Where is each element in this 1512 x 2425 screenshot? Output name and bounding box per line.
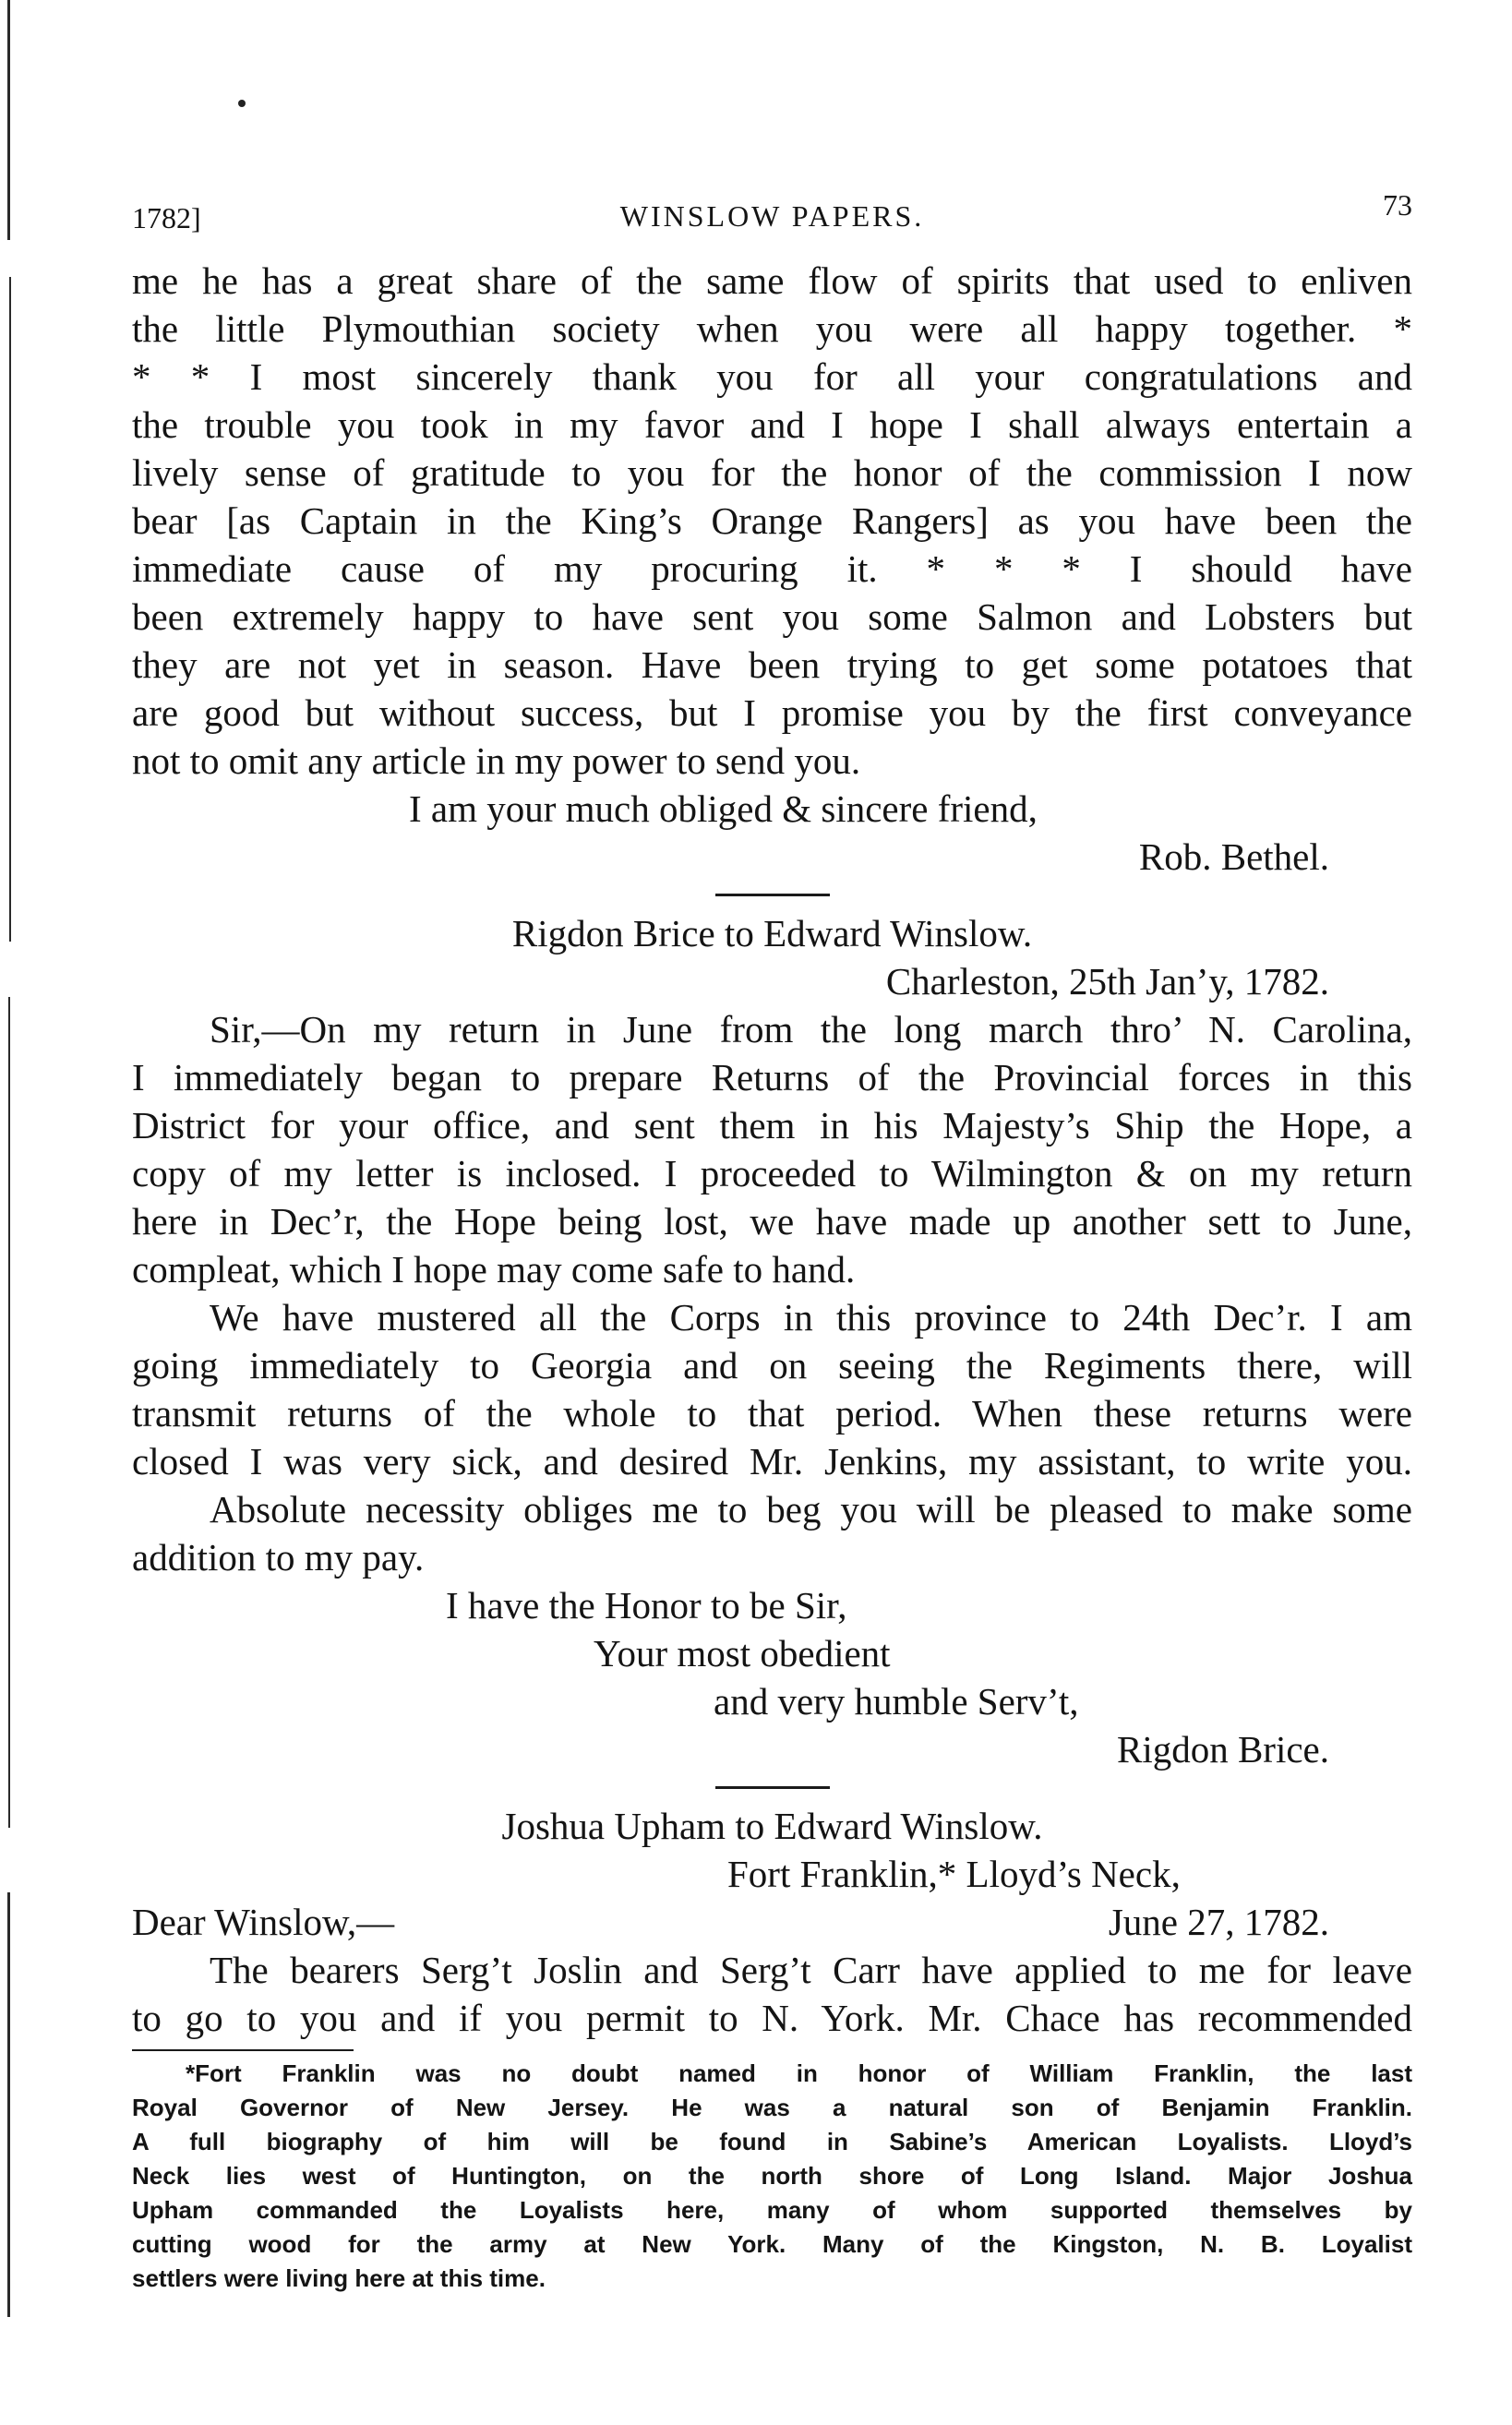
closing-line: Your most obedient [594,1632,891,1675]
footnote [132,2057,1412,2296]
text-line: the trouble you took in my favor and I hope I shall always entertain a [132,403,1412,446]
text-line: me he has a great share of the same flow of spirits that used to enliven [132,259,1412,302]
text-line: compleat, which I hope may come safe to hand. [132,1248,856,1291]
text-line: Absolute necessity obliges me to beg you will be pleased to make some [210,1488,1412,1531]
binding-edge-mark [9,277,11,942]
text-line: they are not yet in season. Have been trying to get some potatoes that [132,643,1412,686]
dateline: Fort Franklin,* Lloyd’s Neck, [727,1853,1181,1895]
footnote-line: Upham commanded the Loyalists here, many of whom supported themselves by [132,2196,1412,2224]
section-divider [715,894,830,896]
salutation: Dear Winslow,— [132,1901,395,1943]
salutation-row [132,1898,1412,1946]
text-line: bear [as Captain in the King’s Orange Rangers] as you have been the [132,499,1412,542]
page-number: 73 [1383,188,1412,222]
text-line: closed I was very sick, and desired Mr. Jenkins, my assistant, to write you. [132,1440,1412,1483]
letter-heading: Rigdon Brice to Edward Winslow. [511,912,1033,954]
header-title: WINSLOW PAPERS. [619,199,925,233]
binding-edge-mark [7,1892,10,2317]
letter-brice [132,909,1412,1773]
text-line: Sir,—On my return in June from the long march thro’ N. Carolina, [210,1008,1412,1050]
text-line: been extremely happy to have sent you some Salmon and Lobsters but [132,595,1412,638]
signature: Rob. Bethel. [1138,835,1329,878]
closing-line: I am your much obliged & sincere friend, [409,787,1038,830]
text-line: * * I most sincerely thank you for all your congratulations and [132,355,1412,398]
closing-line: I have the Honor to be Sir, [446,1584,847,1627]
text-line: going immediately to Georgia and on seeing the Regiments there, will [132,1344,1412,1387]
scan-speck [238,100,246,107]
footnote-line: cutting wood for the army at New York. Many of the Kingston, N. B. Loyalist [132,2230,1412,2258]
footnote-line: *Fort Franklin was no doubt named in honor of William Franklin, the last [186,2059,1412,2087]
text-line: The bearers Serg’t Joslin and Serg’t Carr have applied to me for leave [210,1949,1412,1991]
letter-heading: Joshua Upham to Edward Winslow. [501,1805,1043,1847]
text-line: not to omit any article in my power to send you. [132,739,861,782]
text-line: lively sense of gratitude to you for the honor of the commission I now [132,451,1412,494]
footnote-line: settlers were living here at this time. [132,2264,546,2292]
letter-upham [132,1802,1412,2042]
text-line: District for your office, and sent them in his Majesty’s Ship the Hope, a [132,1104,1412,1146]
footnote-divider [132,2049,354,2051]
dateline: June 27, 1782. [1108,1901,1329,1943]
header-year: 1782] [132,201,201,234]
text-line: immediate cause of my procuring it. * * * I should have [132,547,1412,590]
text-line: copy of my letter is inclosed. I proceeded to Wilmington & on my return [132,1152,1412,1194]
dateline: Charleston, 25th Jan’y, 1782. [885,960,1329,1002]
text-line: are good but without success, but I promise you by the first conveyance [132,691,1412,734]
text-line: We have mustered all the Corps in this province to 24th Dec’r. I am [210,1296,1412,1339]
binding-edge-mark [7,0,10,240]
binding-edge-mark [8,997,10,1828]
text-line: the little Plymouthian society when you were all happy together. * [132,307,1412,350]
footnote-line: Royal Governor of New Jersey. He was a natural son of Benjamin Franklin. [132,2094,1412,2121]
section-divider [715,1786,830,1789]
body-text [132,257,1412,2296]
closing-line: and very humble Serv’t, [714,1680,1079,1723]
footnote-line: A full biography of him will be found in Sabine’s American Loyalists. Lloyd’s [132,2128,1412,2155]
letter-bethel [132,257,1412,881]
text-line: to go to you and if you permit to N. York. Mr. Chace has recommended [132,1997,1412,2039]
text-line: addition to my pay. [132,1536,425,1579]
text-line: here in Dec’r, the Hope being lost, we have made up another sett to June, [132,1200,1412,1243]
footnote-line: Neck lies west of Huntington, on the north shore of Long Island. Major Joshua [132,2162,1412,2190]
text-line: I immediately began to prepare Returns of the Provincial forces in this [132,1056,1412,1098]
running-header [132,188,1412,242]
text-line: transmit returns of the whole to that period. When these returns were [132,1392,1412,1435]
signature: Rigdon Brice. [1116,1728,1329,1771]
